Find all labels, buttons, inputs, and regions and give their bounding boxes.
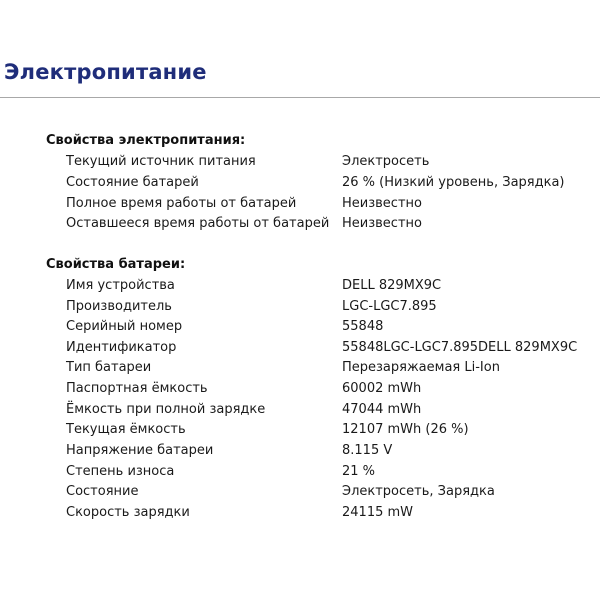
property-row (0, 420, 600, 440)
property-row (0, 317, 600, 337)
property-row (0, 276, 600, 296)
property-label: Имя устройства (66, 278, 175, 293)
property-row (0, 379, 600, 399)
property-row (0, 482, 600, 502)
property-value: Неизвестно (342, 216, 422, 231)
property-value: 12107 mWh (26 %) (342, 422, 469, 437)
section-heading: Свойства электропитания: (46, 133, 246, 148)
property-row (0, 503, 600, 523)
property-value: 26 % (Низкий уровень, Зарядка) (342, 175, 565, 190)
property-value: 8.115 V (342, 443, 393, 458)
property-label: Скорость зарядки (66, 505, 190, 520)
property-row (0, 441, 600, 461)
property-row (0, 338, 600, 358)
property-label: Производитель (66, 299, 172, 314)
property-value: 21 % (342, 464, 376, 479)
property-value: Электросеть, Зарядка (342, 484, 495, 499)
property-row (0, 462, 600, 482)
property-value: 24115 mW (342, 505, 414, 520)
title-divider (0, 97, 600, 98)
property-label: Тип батареи (66, 360, 152, 375)
property-label: Паспортная ёмкость (66, 381, 208, 396)
property-label: Оставшееся время работы от батарей (66, 216, 330, 231)
property-label: Текущий источник питания (66, 154, 256, 169)
property-value: LGC-LGC7.895 (342, 299, 437, 314)
property-row (0, 194, 600, 214)
property-label: Серийный номер (66, 319, 183, 334)
property-row (0, 358, 600, 378)
section-heading: Свойства батареи: (46, 257, 186, 272)
property-row (0, 214, 600, 234)
property-label: Идентификатор (66, 340, 177, 355)
property-row (0, 400, 600, 420)
property-value: Перезаряжаемая Li-Ion (342, 360, 500, 375)
property-value: Неизвестно (342, 196, 422, 211)
property-label: Текущая ёмкость (66, 422, 186, 437)
property-value: DELL 829MX9C (342, 278, 442, 293)
property-value: 55848 (342, 319, 384, 334)
property-value: 60002 mWh (342, 381, 422, 396)
property-value: 55848LGC-LGC7.895DELL 829MX9C (342, 340, 578, 355)
property-label: Состояние (66, 484, 139, 499)
page-title: Электропитание (4, 60, 207, 84)
property-label: Ёмкость при полной зарядке (66, 402, 266, 417)
property-value: Электросеть (342, 154, 430, 169)
property-label: Степень износа (66, 464, 175, 479)
property-value: 47044 mWh (342, 402, 422, 417)
property-label: Состояние батарей (66, 175, 199, 190)
property-row (0, 152, 600, 172)
property-row (0, 297, 600, 317)
property-row (0, 173, 600, 193)
property-label: Напряжение батареи (66, 443, 214, 458)
property-label: Полное время работы от батарей (66, 196, 297, 211)
